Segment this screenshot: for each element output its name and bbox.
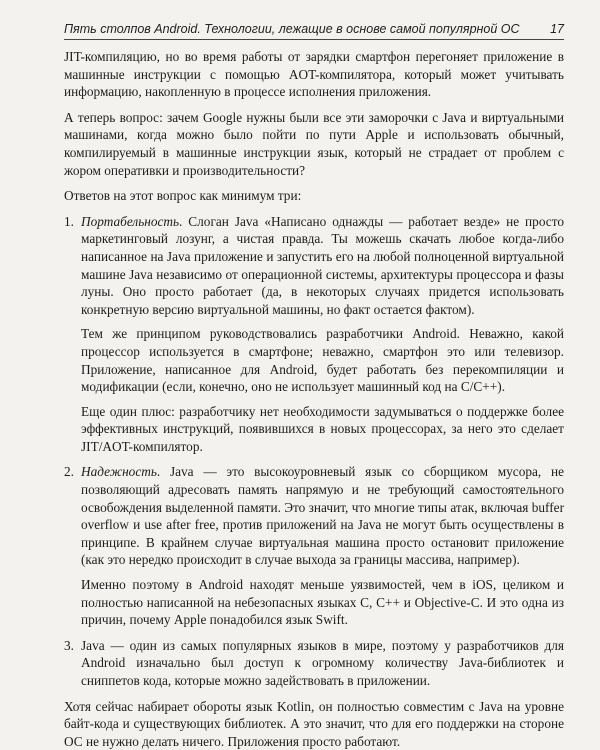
running-title: Пять столпов Android. Технологии, лежащие в основе самой популярной ОС	[64, 22, 520, 36]
page-number: 17	[550, 22, 564, 36]
list-item	[64, 213, 564, 456]
list-item-extra: Тем же принципом руководствовались разработчики Android. Неважно, какой процессор используется в смартфоне; неважно, смартфон это или телевизор. Приложение, написанное для Android, будет работать без перекомпиляции и модификации (если, конечно, оно не использует машинный код на C/C++).	[81, 326, 564, 395]
paragraph-question: А теперь вопрос: зачем Google нужны были все эти заморочки с Java и виртуальными машинами, когда можно было пойти по пути Apple и использовать обычный, компилируемый в машинные инструкции язык, который не страдает от проблем с жором оперативки и производительности?	[64, 109, 564, 178]
list-item-lead: Java — один из самых популярных языков в мире, поэтому у разработчиков для Android изначально был доступ к огромному количеству Java-библиотек и сниппетов кода, которые можно задействовать в приложении.	[81, 637, 564, 688]
answers-list	[64, 213, 564, 690]
list-item-body	[81, 213, 564, 456]
list-item-number: 3.	[64, 637, 74, 653]
list-item-text: . Java — это высокоуровневый язык со сборщиком мусора, не позволяющий адресовать память напрямую и не требующий самостоятельного освобождения выделенной памяти. Это значит, что многие типы атак, включая buffer overflow и use after free, против приложений на Java не могут быть осуществлены в принципе. В крайнем случае виртуальная машина просто остановит приложение (как это нередко происходит в случае выхода за границы массива, например).	[81, 464, 564, 568]
list-item-number: 2.	[64, 464, 74, 480]
list-item-body	[81, 637, 564, 690]
list-item-body	[81, 463, 564, 628]
paragraph-answers-intro: Ответов на этот вопрос как минимум три:	[64, 188, 302, 204]
paragraph-kotlin: Хотя сейчас набирает обороты язык Kotlin, он полностью совместим с Java на уровне байт-кода и существующих библиотек. А это значит, что для его поддержки на стороне ОС не нужно делать ничего. Приложения просто работают.	[64, 698, 564, 749]
list-item-term: Портабельность	[81, 213, 180, 229]
list-item-extra: Еще один плюс: разработчику нет необходимости задумываться о поддержке более эффективных инструкций, появившихся в новых процессорах, за него это сделает JIT/AOT-компилятор.	[81, 403, 564, 454]
list-item	[64, 463, 564, 628]
list-item-extra: Именно поэтому в Android находят меньше уязвимостей, чем в iOS, целиком и полностью написанной на небезопасных языках C, C++ и Objective-C. И это одна из причин, почему Apple понадобился язык Swift.	[81, 577, 564, 628]
list-item-number: 1.	[64, 213, 74, 229]
list-item-lead	[81, 213, 564, 319]
list-item	[64, 637, 564, 690]
running-header	[64, 22, 564, 40]
list-item-text: . Слоган Java «Написано однажды — работает везде» не просто маркетинговый лозунг, а чистая правда. Ты можешь скачать любое когда-либо написанное на Java приложение и запустить его на любой полноценной виртуальной машине Java независимо от операционной системы, архитектуры процессора и фазы луны. Оно просто работает (да, в некоторых случаях придется использовать конкретную версию виртуальной машины, но факт остается фактом).	[81, 213, 564, 317]
list-item-term: Надежность	[81, 464, 157, 480]
list-item-lead	[81, 463, 564, 569]
paragraph-jit: JIT-компиляцию, но во время работы от зарядки смартфон перегоняет приложение в машинные инструкции с помощью AOT-компилятора, который может учитывать информацию, накопленную в процессе исполнения приложения.	[64, 49, 564, 100]
